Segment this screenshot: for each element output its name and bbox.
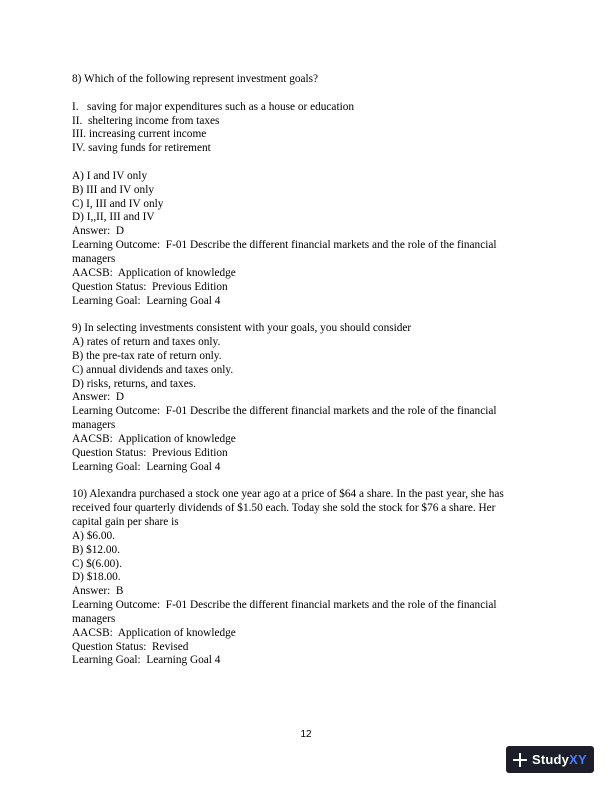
plus-icon <box>512 752 528 768</box>
badge-label-main: Study <box>532 752 570 767</box>
badge-label <box>532 752 587 767</box>
list-item: IV. saving funds for retirement <box>72 142 211 155</box>
list-item: I. saving for major expenditures such as a house or education <box>72 100 355 113</box>
learning-goal: Learning Goal: Learning Goal 4 <box>72 294 221 307</box>
question-text-continued: received four quarterly dividends of $1.50 each. Today she sold the stock for $76 a share. Her <box>72 502 496 515</box>
question-8 <box>72 73 552 308</box>
learning-outcome: Learning Outcome: F-01 Describe the different financial markets and the role of the financial <box>72 239 497 252</box>
answer-option: B) $12.00. <box>72 543 121 556</box>
answer-key: Answer: B <box>72 585 124 598</box>
document-body <box>72 73 552 668</box>
answer-key: Answer: D <box>72 225 125 238</box>
answer-option: D) $18.00. <box>72 571 121 584</box>
answer-option: A) I and IV only <box>72 169 148 182</box>
answer-option: B) III and IV only <box>72 183 154 196</box>
answer-option: D) I,,II, III and IV <box>72 211 155 224</box>
answer-option: A) $6.00. <box>72 529 115 542</box>
studyxy-badge[interactable] <box>506 746 594 773</box>
page-number: 12 <box>300 729 312 740</box>
learning-outcome: Learning Outcome: F-01 Describe the different financial markets and the role of the financial <box>72 599 497 612</box>
answer-key: Answer: D <box>72 391 125 404</box>
question-10 <box>72 488 552 668</box>
learning-outcome: Learning Outcome: F-01 Describe the different financial markets and the role of the financial <box>72 405 497 418</box>
learning-goal: Learning Goal: Learning Goal 4 <box>72 460 221 473</box>
list-item: III. increasing current income <box>72 128 207 141</box>
aacsb-tag: AACSB: Application of knowledge <box>72 626 236 639</box>
badge-label-accent: XY <box>569 752 587 767</box>
question-text-continued: capital gain per share is <box>72 516 179 528</box>
learning-outcome-continued: managers <box>72 252 116 265</box>
answer-option: D) risks, returns, and taxes. <box>72 377 196 390</box>
question-9 <box>72 322 552 474</box>
learning-goal: Learning Goal: Learning Goal 4 <box>72 654 221 667</box>
question-status: Question Status: Previous Edition <box>72 446 228 459</box>
answer-option: C) annual dividends and taxes only. <box>72 363 234 376</box>
learning-outcome-continued: managers <box>72 612 116 625</box>
learning-outcome-continued: managers <box>72 419 116 432</box>
answer-option: A) rates of return and taxes only. <box>72 336 221 349</box>
answer-option: C) I, III and IV only <box>72 197 164 210</box>
question-text: 9) In selecting investments consistent with your goals, you should consider <box>72 322 412 335</box>
list-item: II. sheltering income from taxes <box>72 114 220 127</box>
answer-option: B) the pre-tax rate of return only. <box>72 349 222 362</box>
question-text: 8) Which of the following represent investment goals? <box>72 73 319 85</box>
question-text: 10) Alexandra purchased a stock one year ago at a price of $64 a share. In the past year, she has <box>72 488 504 501</box>
aacsb-tag: AACSB: Application of knowledge <box>72 266 236 279</box>
question-status: Question Status: Revised <box>72 640 189 653</box>
answer-option: C) $(6.00). <box>72 557 122 570</box>
aacsb-tag: AACSB: Application of knowledge <box>72 432 236 445</box>
question-status: Question Status: Previous Edition <box>72 280 228 293</box>
